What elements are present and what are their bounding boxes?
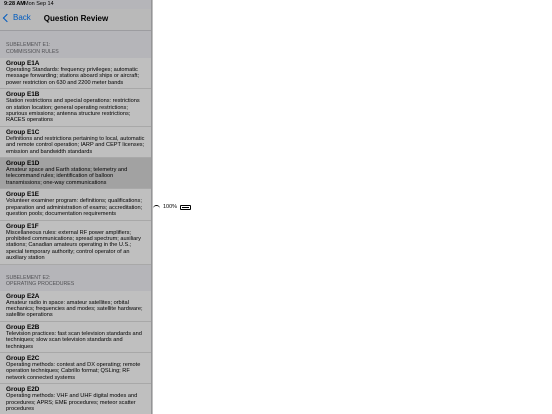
group-description: Amateur radio in space: amateur satellites; orbital mechanics; frequencies and modes; satellite hardware; satellite operations (6, 299, 143, 319)
section-header-line: SUBELEMENT E2: (6, 274, 51, 281)
status-right (153, 0, 552, 414)
battery-percent: 100% (163, 203, 178, 210)
section-header-line: SUBELEMENT E1: (6, 42, 51, 48)
group-description: Miscellaneous rules: external RF power amplifiers; prohibited communications; spread spectrum; auxiliary stations; Canadian amateurs operating in the U.S.; special temporary authority; control operator of an auxiliary station (6, 229, 141, 262)
status-time: 9:28 AM (4, 1, 25, 7)
page-title: Question Review (43, 14, 109, 23)
group-description: Television practices: fast scan television standards and techniques; slow scan television standards and techniques (6, 330, 142, 350)
status-date: Mon Sep 14 (24, 1, 54, 7)
section-header-line: OPERATING PROCEDURES (6, 281, 75, 288)
group-description: Volunteer examiner program: definitions; qualifications; preparation and administration of exams; accreditation; question pools; documentation requirements (6, 198, 143, 218)
group-title: Group E1C (6, 128, 40, 136)
wifi-icon (153, 205, 160, 210)
group-title: Group E1D (6, 160, 40, 168)
group-description: Station restrictions and special operations: restrictions on station location; general operating restrictions; spurious emissions; antenna structure restrictions; RACES operations (6, 98, 140, 124)
group-title: Group E1B (6, 91, 40, 99)
group-title: Group E2D (6, 386, 40, 394)
group-title: Group E2C (6, 354, 40, 362)
group-description: Operating methods: VHF and UHF digital modes and procedures; APRS; EME procedures; meteor scatter procedures (6, 393, 138, 412)
group-title: Group E1A (6, 60, 40, 67)
group-description: Operating Standards: frequency privileges; automatic message forwarding; stations aboard ships or aircraft; power restriction on 630 and 2200 meter bands (6, 67, 140, 86)
group-description: Operating methods: contest and DX operating; remote operation techniques; Cabrillo format; QSLing; RF network connected systems (6, 361, 141, 381)
group-title: Group E1E (6, 191, 40, 199)
group-title: Group E2B (6, 323, 40, 331)
group-title: Group E2A (6, 292, 40, 300)
back-label: Back (13, 13, 31, 22)
section-header-line: COMMISSION RULES (6, 48, 59, 55)
group-description: Definitions and restrictions pertaining to local, automatic and remote control operation; IARP and CEPT licenses; emission and bandwidth standards (6, 135, 145, 155)
group-description: Amateur space and Earth stations; telemetry and telecommand rules; identification of balloon transmissions; one-way communications (6, 167, 128, 186)
group-title: Group E1F (6, 222, 39, 230)
battery-icon (180, 205, 191, 210)
